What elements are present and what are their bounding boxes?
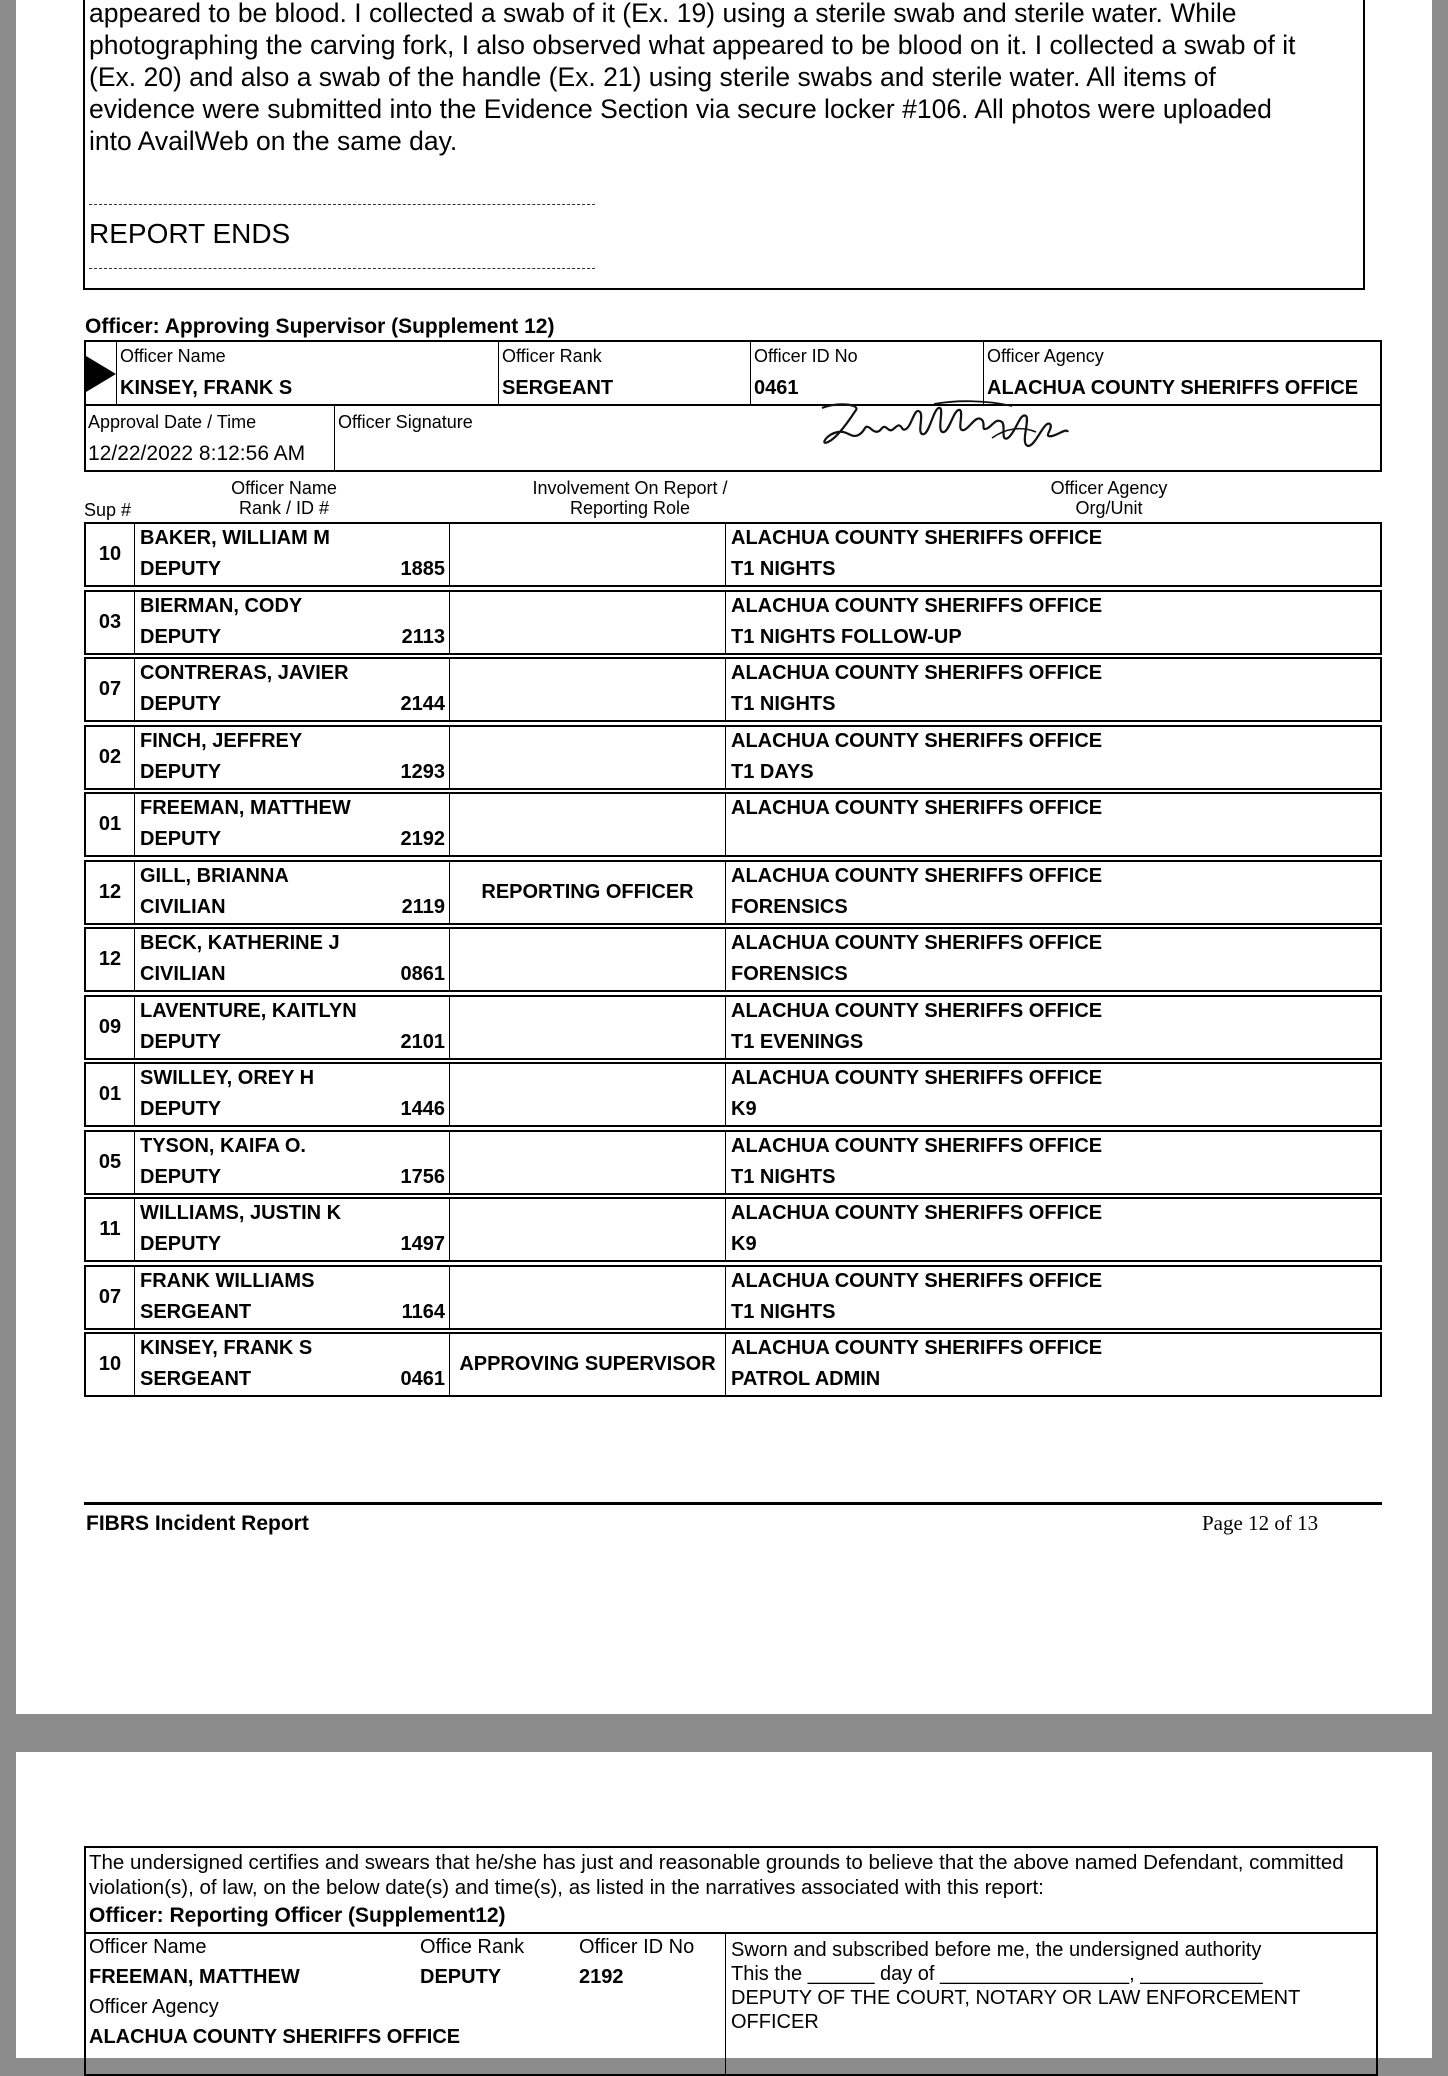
- table-row: [84, 1130, 1382, 1195]
- officer-cell: [135, 659, 450, 720]
- officer-agency: ALACHUA COUNTY SHERIFFS OFFICE: [731, 797, 1103, 819]
- officer-id: 1497: [400, 1233, 445, 1255]
- narrative-line: photographing the carving fork, I also observed what appeared to be blood on it. I collected a swab of it: [89, 30, 1296, 60]
- agency-cell: [726, 1132, 1380, 1193]
- officer-cell: [135, 1334, 450, 1395]
- officer-agency: ALACHUA COUNTY SHERIFFS OFFICE: [731, 527, 1103, 549]
- sup-number: 10: [86, 524, 135, 585]
- officer-name: BECK, KATHERINE J: [140, 932, 340, 954]
- officer-unit: T1 NIGHTS: [731, 1165, 836, 1188]
- officer-agency-value: ALACHUA COUNTY SHERIFFS OFFICE: [987, 377, 1359, 399]
- agency-cell: [726, 997, 1380, 1058]
- officer-signature-label: Officer Signature: [338, 412, 473, 432]
- officer-rank: DEPUTY: [140, 760, 222, 783]
- officer-name-label: Officer Name: [89, 1936, 207, 1958]
- sworn-line: This the ______ day of _________________, ___________: [731, 1963, 1263, 1985]
- officer-agency-label: Officer Agency: [89, 1996, 219, 2018]
- officer-rank-value: SERGEANT: [502, 377, 614, 399]
- sup-number: 11: [86, 1199, 135, 1260]
- narrative-line: (Ex. 20) and also a swab of the handle (Ex. 21) using sterile swabs and sterile water. All items of: [89, 62, 1216, 92]
- narrative-line: appeared to be blood. I collected a swab of it (Ex. 19) using a sterile swab and sterile water. While: [89, 0, 1237, 28]
- certification-officer-grid: [86, 1932, 1376, 2074]
- officer-name: WILLIAMS, JUSTIN K: [140, 1202, 342, 1224]
- sup-number: 01: [86, 1064, 135, 1125]
- officer-name-value: FREEMAN, MATTHEW: [89, 1966, 300, 1988]
- officer-name: CONTRERAS, JAVIER: [140, 662, 349, 684]
- agency-cell: [726, 862, 1380, 923]
- officer-unit: T1 NIGHTS: [731, 693, 836, 715]
- sup-number: 10: [86, 1334, 135, 1395]
- officer-id: 0461: [400, 1368, 445, 1390]
- sup-number: 03: [86, 592, 135, 653]
- table-row: [84, 1197, 1382, 1262]
- cell-divider: [983, 342, 984, 404]
- agency-cell: [726, 524, 1380, 585]
- table-row: [84, 995, 1382, 1060]
- officer-rank: DEPUTY: [140, 1165, 222, 1188]
- agency-cell: [726, 592, 1380, 653]
- narrative-text: [89, 0, 1359, 157]
- officer-unit: T1 DAYS: [731, 760, 814, 783]
- approval-datetime-value: 12/22/2022 8:12:56 AM: [88, 442, 306, 465]
- certification-box: [84, 1846, 1378, 2076]
- table-row: [84, 725, 1382, 790]
- report-ends-label: REPORT ENDS: [89, 218, 291, 249]
- officer-id: 1756: [400, 1165, 445, 1188]
- table-row: [84, 1062, 1382, 1127]
- table-row: [84, 860, 1382, 925]
- header-role-line2: Reporting Role: [569, 498, 691, 518]
- officer-rank: DEPUTY: [140, 625, 222, 648]
- sup-number: 12: [86, 862, 135, 923]
- office-rank-value: DEPUTY: [420, 1966, 502, 1988]
- officer-rank: DEPUTY: [140, 693, 222, 715]
- officer-agency: ALACHUA COUNTY SHERIFFS OFFICE: [731, 932, 1103, 954]
- officer-cell: [135, 592, 450, 653]
- reporting-role: [450, 794, 726, 855]
- cell-divider: [750, 342, 751, 404]
- officer-unit: T1 NIGHTS FOLLOW-UP: [731, 625, 962, 648]
- agency-cell: [726, 659, 1380, 720]
- footer-report-title: FIBRS Incident Report: [86, 1512, 309, 1535]
- officer-agency-label: Officer Agency: [987, 346, 1104, 366]
- officer-agency: ALACHUA COUNTY SHERIFFS OFFICE: [731, 1337, 1103, 1359]
- officer-id: 1446: [400, 1098, 445, 1120]
- table-row: [84, 927, 1382, 992]
- officer-agency: ALACHUA COUNTY SHERIFFS OFFICE: [731, 1134, 1103, 1157]
- officer-name: SWILLEY, OREY H: [140, 1067, 315, 1089]
- officer-id: 2119: [401, 895, 445, 918]
- officers-table: [84, 522, 1382, 1400]
- officer-agency: ALACHUA COUNTY SHERIFFS OFFICE: [731, 662, 1103, 684]
- narrative-box: [83, 0, 1365, 290]
- officer-unit: FORENSICS: [731, 963, 848, 985]
- officer-name-value: KINSEY, FRANK S: [120, 377, 293, 399]
- officer-name: KINSEY, FRANK S: [140, 1337, 313, 1359]
- header-sup: Sup #: [84, 500, 132, 520]
- officer-unit: T1 NIGHTS: [731, 558, 836, 580]
- officer-id-label: Officer ID No: [754, 346, 858, 366]
- sup-number: 02: [86, 727, 135, 788]
- sup-number: 09: [86, 997, 135, 1058]
- agency-cell: [726, 1064, 1380, 1125]
- officer-id: 1293: [400, 760, 445, 783]
- officer-cell: [135, 1199, 450, 1260]
- reporting-role: [450, 727, 726, 788]
- cell-divider: [725, 1934, 726, 2074]
- sup-number: 07: [86, 1267, 135, 1328]
- officer-rank: CIVILIAN: [140, 963, 226, 985]
- sworn-line: DEPUTY OF THE COURT, NOTARY OR LAW ENFORCEMENT: [731, 1987, 1301, 2009]
- officer-name: BAKER, WILLIAM M: [140, 527, 330, 549]
- officer-agency: ALACHUA COUNTY SHERIFFS OFFICE: [731, 594, 1103, 617]
- table-row: [84, 1332, 1382, 1397]
- officer-unit: PATROL ADMIN: [731, 1368, 881, 1390]
- officer-cell: [135, 524, 450, 585]
- sworn-line: Sworn and subscribed before me, the undersigned authority: [731, 1939, 1262, 1961]
- officer-id-value: 2192: [579, 1966, 624, 1988]
- cell-divider: [334, 406, 335, 470]
- officer-id-value: 0461: [754, 377, 799, 399]
- cell-divider: [116, 342, 117, 404]
- officer-agency: ALACHUA COUNTY SHERIFFS OFFICE: [731, 999, 1103, 1022]
- officer-id: 2192: [400, 828, 445, 850]
- reporting-role: [450, 659, 726, 720]
- officer-cell: [135, 862, 450, 923]
- officer-unit: FORENSICS: [731, 895, 848, 918]
- officer-name: GILL, BRIANNA: [140, 864, 289, 887]
- supervisor-approval-row: [84, 406, 1382, 472]
- dashed-divider: [89, 204, 595, 205]
- header-name-line2: Rank / ID #: [238, 498, 330, 518]
- report-page-13: [16, 1752, 1432, 2058]
- officer-rank: DEPUTY: [140, 1030, 222, 1053]
- header-agency-line1: Officer Agency: [1050, 478, 1168, 498]
- officer-unit: T1 NIGHTS: [731, 1300, 836, 1323]
- officer-cell: [135, 929, 450, 990]
- table-row: [84, 1265, 1382, 1330]
- officer-name: FREEMAN, MATTHEW: [140, 797, 351, 819]
- officer-name: FRANK WILLIAMS: [140, 1269, 315, 1292]
- footer-divider: [84, 1502, 1382, 1505]
- row-pointer-icon: [86, 356, 116, 392]
- officer-rank: DEPUTY: [140, 1233, 222, 1255]
- reporting-role: [450, 929, 726, 990]
- table-row: [84, 792, 1382, 857]
- officer-unit: T1 EVENINGS: [731, 1030, 864, 1053]
- approval-datetime-label: Approval Date / Time: [88, 412, 257, 432]
- officer-cell: [135, 1267, 450, 1328]
- officer-name: TYSON, KAIFA O.: [140, 1134, 306, 1157]
- officer-agency: ALACHUA COUNTY SHERIFFS OFFICE: [731, 864, 1103, 887]
- officer-rank: DEPUTY: [140, 828, 222, 850]
- agency-cell: [726, 1267, 1380, 1328]
- officer-name: LAVENTURE, KAITLYN: [140, 999, 357, 1022]
- supervisor-officer-row: [84, 340, 1382, 406]
- officer-unit: K9: [731, 1098, 757, 1120]
- officer-agency: ALACHUA COUNTY SHERIFFS OFFICE: [731, 729, 1103, 752]
- officer-rank: DEPUTY: [140, 1098, 222, 1120]
- reporting-role: REPORTING OFFICER: [450, 862, 726, 923]
- officer-rank: DEPUTY: [140, 558, 222, 580]
- officer-rank: SERGEANT: [140, 1300, 252, 1323]
- officer-rank-label: Officer Rank: [502, 346, 602, 366]
- officer-agency: ALACHUA COUNTY SHERIFFS OFFICE: [731, 1067, 1103, 1089]
- sup-number: 12: [86, 929, 135, 990]
- reporting-role: [450, 1267, 726, 1328]
- sup-number: 07: [86, 659, 135, 720]
- table-row: [84, 657, 1382, 722]
- table-row: [84, 590, 1382, 655]
- office-rank-label: Office Rank: [420, 1936, 525, 1958]
- dashed-divider: [89, 268, 595, 269]
- officer-id: 1885: [400, 558, 445, 580]
- signature-image: [816, 398, 1076, 462]
- officer-name: BIERMAN, CODY: [140, 594, 303, 617]
- officer-cell: [135, 1132, 450, 1193]
- agency-cell: [726, 794, 1380, 855]
- sworn-statement: [731, 1938, 1300, 2034]
- sup-number: 01: [86, 794, 135, 855]
- certification-text: The undersigned certifies and swears that he/she has just and reasonable grounds to believe that the above named Defendant, committed violation(s), of law, on the below date(s) and time(s), as listed in the narratives associated with this report:: [89, 1851, 1344, 1899]
- supervisor-section-title: Officer: Approving Supervisor (Supplement 12): [85, 315, 555, 338]
- officer-cell: [135, 794, 450, 855]
- officer-cell: [135, 997, 450, 1058]
- officer-name-label: Officer Name: [120, 346, 226, 366]
- officer-id-label: Officer ID No: [579, 1936, 695, 1958]
- officer-agency: ALACHUA COUNTY SHERIFFS OFFICE: [731, 1202, 1103, 1224]
- header-role-line1: Involvement On Report /: [532, 478, 728, 498]
- sworn-line: OFFICER: [731, 2011, 819, 2033]
- officer-cell: [135, 727, 450, 788]
- header-agency-line2: Org/Unit: [1075, 498, 1143, 518]
- report-page-12: [16, 0, 1432, 1714]
- table-row: [84, 522, 1382, 587]
- narrative-line: into AvailWeb on the same day.: [89, 126, 458, 156]
- reporting-role: [450, 1199, 726, 1260]
- sup-number: 05: [86, 1132, 135, 1193]
- certification-title: Officer: Reporting Officer (Supplement12): [89, 1904, 506, 1927]
- officer-id: 1164: [401, 1300, 445, 1323]
- officer-agency-value: ALACHUA COUNTY SHERIFFS OFFICE: [89, 2026, 461, 2048]
- officer-id: 0861: [400, 963, 445, 985]
- agency-cell: [726, 929, 1380, 990]
- officer-rank: SERGEANT: [140, 1368, 252, 1390]
- officer-agency: ALACHUA COUNTY SHERIFFS OFFICE: [731, 1269, 1103, 1292]
- reporting-role: [450, 1064, 726, 1125]
- reporting-role: [450, 524, 726, 585]
- officers-table-header: [84, 478, 1382, 522]
- officer-id: 2101: [400, 1030, 445, 1053]
- agency-cell: [726, 727, 1380, 788]
- officer-id: 2113: [401, 625, 445, 648]
- reporting-role: [450, 997, 726, 1058]
- agency-cell: [726, 1334, 1380, 1395]
- reporting-role: [450, 592, 726, 653]
- header-name-line1: Officer Name: [231, 478, 337, 498]
- agency-cell: [726, 1199, 1380, 1260]
- reporting-role: APPROVING SUPERVISOR: [450, 1334, 726, 1395]
- officer-unit: K9: [731, 1233, 757, 1255]
- narrative-line: evidence were submitted into the Evidence Section via secure locker #106. All photos were uploaded: [89, 94, 1272, 124]
- officer-rank: CIVILIAN: [140, 895, 226, 918]
- reporting-role: [450, 1132, 726, 1193]
- footer-page-number: Page 12 of 13: [1202, 1511, 1319, 1535]
- officer-id: 2144: [400, 693, 445, 715]
- officer-name: FINCH, JEFFREY: [140, 729, 303, 752]
- cell-divider: [498, 342, 499, 404]
- officer-cell: [135, 1064, 450, 1125]
